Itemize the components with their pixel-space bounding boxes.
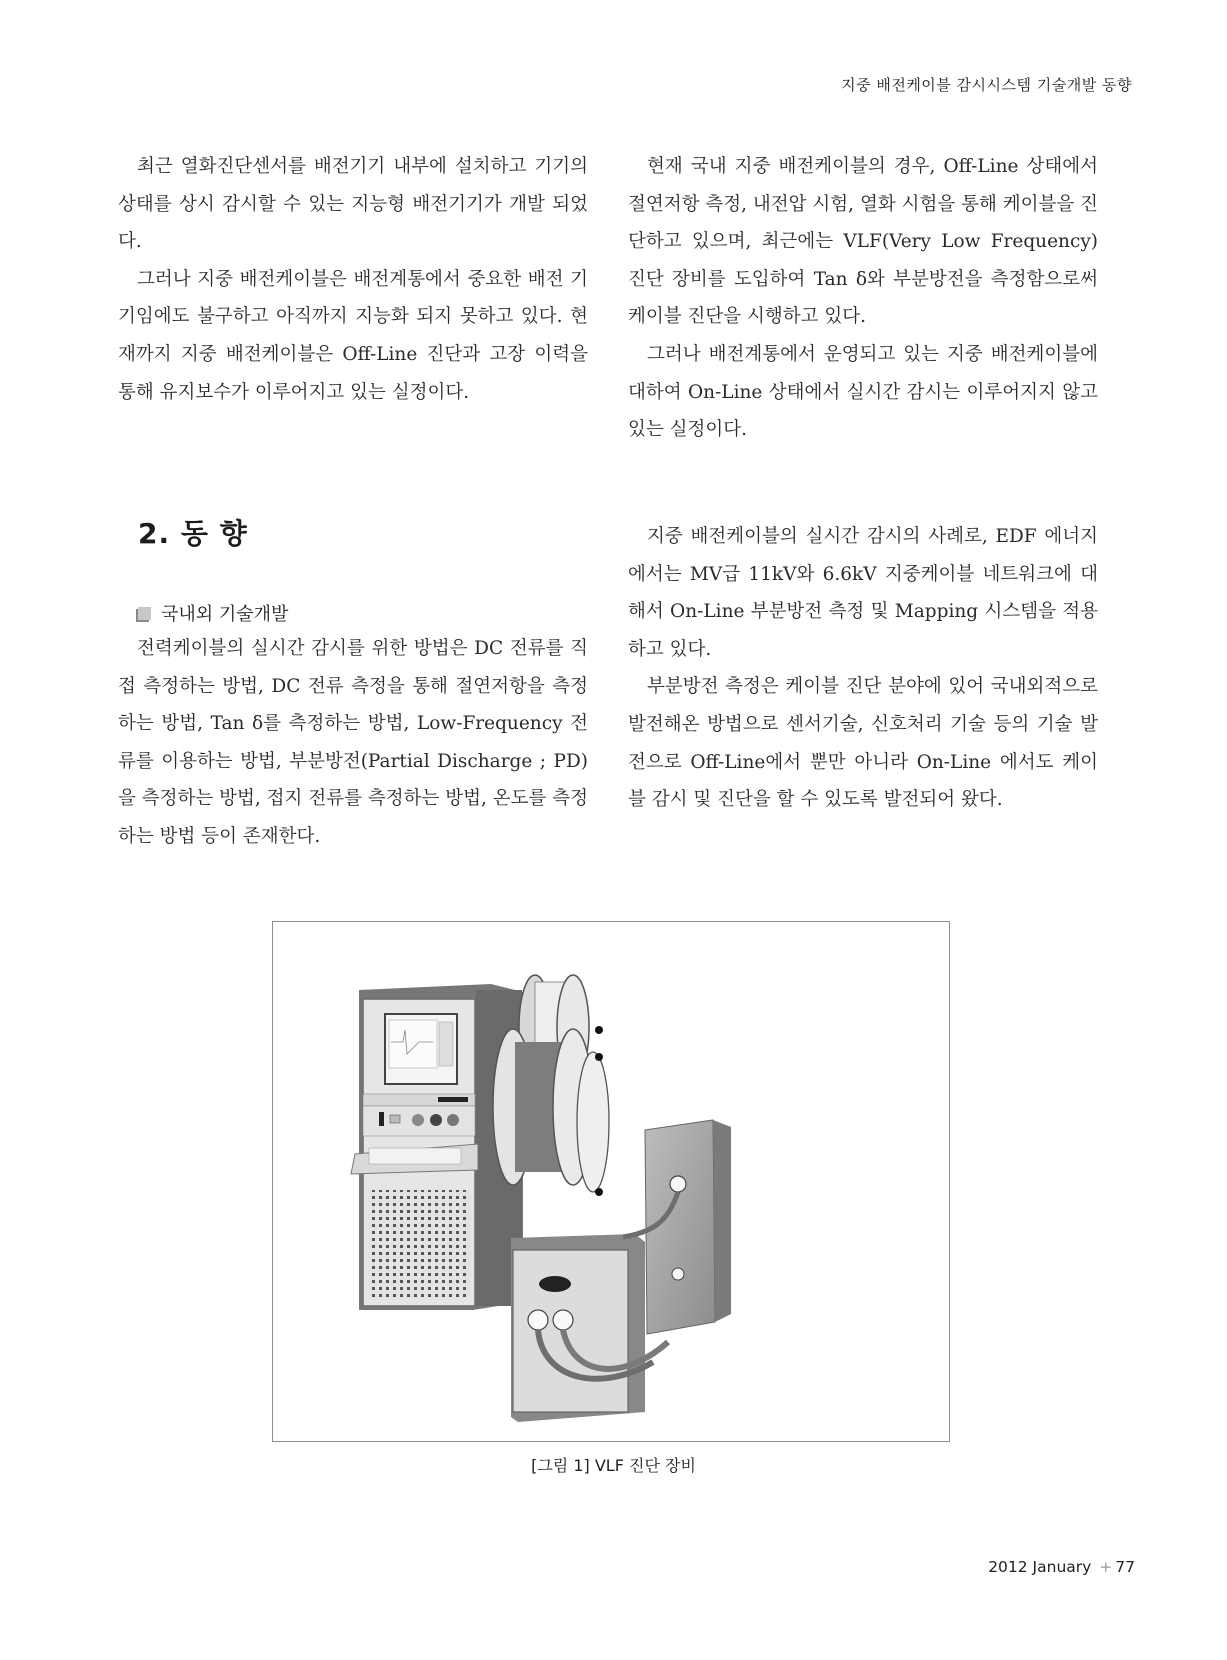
subsection-heading	[138, 600, 288, 626]
figure-caption: [그림 1] VLF 진단 장비	[531, 1456, 696, 1475]
left-column-body	[118, 630, 588, 856]
square-bullet-icon	[138, 607, 151, 620]
paragraph: 부분방전 측정은 케이블 진단 분야에 있어 국내외적으로 발전해온 방법으로 센서기술, 신호처리 기술 등의 기술 발전으로 Off-Line에서 뿐만 아니라 On-Line 에서도 케이블 감시 및 진단을 할 수 있도록 발전되어 왔다.	[628, 676, 1098, 811]
running-header: 지중 배전케이블 감시시스템 기술개발 동향	[841, 76, 1132, 94]
section-title: 2. 동 향	[138, 517, 248, 550]
footer-separator: +	[1099, 1558, 1113, 1576]
paragraph: 현재 국내 지중 배전케이블의 경우, Off-Line 상태에서 절연저항 측정, 내전압 시험, 열화 시험을 통해 케이블을 진단하고 있으며, 최근에는 VLF(Very Low Frequency) 진단 장비를 도입하여 Tan δ와 부분방전을 측정함으로써 케이블 진단을 시행하고 있다.	[628, 156, 1098, 328]
right-column-bottom	[628, 518, 1098, 819]
paragraph: 최근 열화진단센서를 배전기기 내부에 설치하고 기기의 상태를 상시 감시할 수 있는 지능형 배전기기가 개발 되었다.	[118, 156, 588, 253]
subsection-title: 국내외 기술개발	[161, 604, 289, 625]
paragraph: 지중 배전케이블의 실시간 감시의 사례로, EDF 에너지에서는 MV급 11kV와 6.6kV 지중케이블 네트워크에 대해서 On-Line 부분방전 측정 및 Mapping 시스템을 적용하고 있다.	[628, 526, 1098, 660]
page-footer	[988, 1558, 1135, 1576]
right-column-top	[628, 148, 1098, 449]
figure-frame	[272, 921, 950, 1442]
paragraph: 그러나 지중 배전케이블은 배전계통에서 중요한 배전 기기임에도 불구하고 아직까지 지능화 되지 못하고 있다. 현재까지 지중 배전케이블은 Off-Line 진단과 고장 이력을 통해 유지보수가 이루어지고 있는 실정이다.	[118, 268, 588, 403]
issue-date: 2012 January	[988, 1558, 1092, 1576]
paragraph: 그러나 배전계통에서 운영되고 있는 지중 배전케이블에 대하여 On-Line 상태에서 실시간 감시는 이루어지지 않고 있는 실정이다.	[628, 343, 1098, 441]
paragraph: 전력케이블의 실시간 감시를 위한 방법은 DC 전류를 직접 측정하는 방법, DC 전류 측정을 통해 절연저항을 측정하는 방법, Tan δ를 측정하는 방법, Low-Frequency 전류를 이용하는 방법, 부분방전(Partial Discharge ; PD)을 측정하는 방법, 접지 전류를 측정하는 방법, 온도를 측정하는 방법 등이 존재한다.	[118, 638, 588, 847]
left-column-intro	[118, 148, 588, 411]
page-number: 77	[1115, 1558, 1135, 1576]
vlf-equipment-photo	[273, 922, 949, 1441]
